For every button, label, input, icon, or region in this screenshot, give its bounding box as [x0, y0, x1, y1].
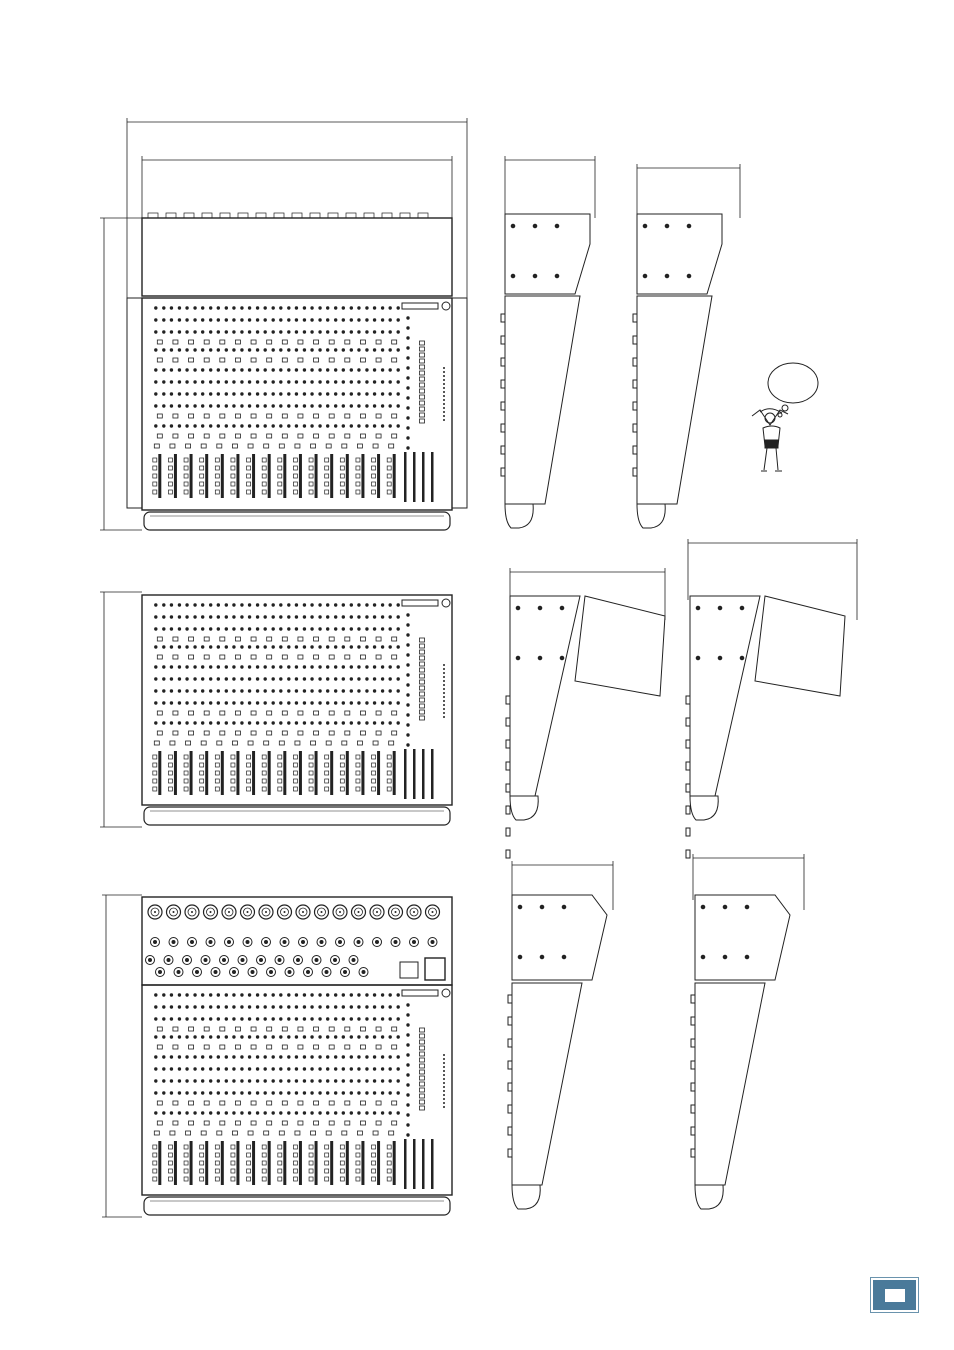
side-view-full-right [691, 895, 790, 1209]
top-view-full [142, 897, 452, 1215]
top-view-flat [142, 595, 452, 825]
speech-bubble [768, 363, 818, 403]
side-view-rack-right [633, 214, 722, 528]
strongman-mascot [752, 363, 818, 471]
page-number-box [885, 1289, 905, 1302]
side-view-full-left [508, 895, 607, 1209]
side-view-rack-left [501, 214, 590, 528]
side-view-flat-left [506, 596, 665, 858]
top-view-rack [127, 213, 467, 530]
side-view-flat-right [686, 596, 845, 858]
top-views [127, 213, 467, 1215]
page-number-badge [871, 1278, 918, 1312]
